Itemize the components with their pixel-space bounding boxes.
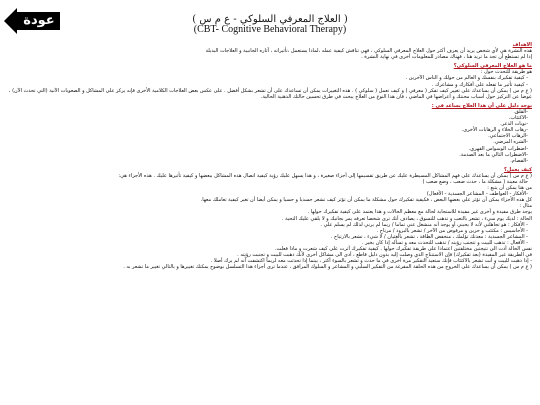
list-item: - الأفكار : هو تجاهلني لأنه لا يحبني أو يوجد أنه منشغل عني تماما / ربما لم يرني لذلك لم يسلم علي . (320, 221, 528, 228)
list-item: -اضطراب الوسواس القهري. (468, 145, 528, 152)
list-item: - الأحاسيس : مكتئب و حزين و مرفوض من الآخر / تشعر بالبرود / مرتاح . (376, 227, 528, 234)
list-item: -الرهاب الاجتماعي. (488, 133, 528, 140)
list-item: -الاضطراب التالي ما بعد الصدمة. (459, 151, 528, 158)
list-item: -الأفكار - العواطف - المشاعر الجسدية - الأفعال) (426, 191, 528, 198)
list-item: - الأفعال : تذهب للبيت و تتجنب رؤيته / تذهب للتحدث معه و تسأله إذا كان بخير . (361, 239, 528, 246)
list-item: - كيفية تفكيرك بنفسك و العالم من حولك و الناس الآخرين . (405, 75, 528, 82)
list-item: -رهاب الخلاء و الرهابات الأخرى. (461, 127, 528, 134)
list-item: - المشاعر الجسدية : معدتك تؤلمك ، منخفض الطاقة ، تشعر بالغثيان / لا شيء ، تشعر بالارتياح . (330, 233, 528, 240)
paragraph: إذا لم تستطع أن تجد ما تريد هنا ، فهناك مصادر للمعلومات أخرى في نهاية النشرة . (361, 54, 532, 61)
page-title-arabic: ( العلاج المعرفي السلوكي - ع م س ) (192, 14, 348, 25)
paragraph: ( ع م س ) يمكن أن يساعدك على تغيير كيف تفكر ( معرفي ) و كيف تعمل ( سلوكي ) . هذه التغييرات يمكن أن تساعدك على أن تشعر بشكل أفضل . على عكس بعض العلاجات الكلامية الأخرى فإنه يركز على المشاكل و الصعوبات الآنية (التي تحدث الآن) ، عوضا عن التركيز حول أسباب محنتك و أعراضها في الماضي ، فان هذا النوع من العلاج يبحث في طرق تحسين حالتك الذهنية الحالية. (8, 87, 532, 100)
paragraph: في الطريقة غير المفيدة (بعد تفكيرك) فإن الاستنتاج الذي وصلت إليه بدون دليل قاطع ، أدى الى مشاكل أخرى لأنك ذهبت للبيت و تجنبت رؤيته . (237, 252, 532, 259)
paragraph: نفس الحالة أدت الى نتيجتين مختلفتين اعتمادا على طريقة تفكيرك حولها . كيفية تفكيرك أثرت على كيف شعرت و ماذا فعلت. (274, 246, 532, 252)
paragraph: يوجد طرق مفيدة و أخرى غير مفيدة للاستجابة لحالة مع معظم الحالات و هذا يعتمد على كيفية تفكيرك حولها . (307, 209, 532, 216)
section-heading: يوجد دليل على أن هذا العلاج يساعد في : (431, 102, 532, 109)
list-item: -الاكتئاب. (508, 115, 528, 122)
paragraph: هذه النشرة هي لأي شخص يريد أن يعرف أكثر حول العلاج المعرفي السلوكي ، فهي تناقش كيفية عمله ،لماذا يستعمل ،تأثيراته ، آثاره الجانبية و العلاجات البديلة (205, 48, 532, 55)
paragraph: هو طريقة للتحدث حول : (480, 69, 532, 76)
page-title-english: (CBT- Cognitive Behavioral Therapy) (193, 24, 347, 35)
section-heading: الاهداف (512, 42, 532, 48)
paragraph: ( ع م س ) يمكن أن يساعدك على فهم المشاكل المسيطرة عليك عن طريق تقسيمها إلى أجزاء صغيرة ، و هذا يسهل عليك رؤية كيفية اتصال هذه المشاكل ببعضها و كيفية تأثيرها عليك . هذه الأجزاء هي: (118, 172, 532, 179)
section-objectives (8, 42, 532, 60)
section-how-it-works (8, 167, 532, 271)
section-heading: ما هو العلاج المعرفي السلوكي؟ (453, 63, 532, 70)
paragraph: ( ع م س ) يمكن أن يساعدك على الخروج من هذه الحلقة المفرغة من التفكير السلبي و المشاعر و السلوك المرافق ، عندما ترى أجزاء هذا التسلسل بوضوح يمكنك تغييرها و بالتالي تغيير ما تشعر به . (123, 264, 532, 271)
section-what-is-cbt (8, 63, 532, 100)
back-label: عودة (23, 13, 55, 28)
paragraph: مثال : (519, 203, 532, 210)
section-heading: كيف يعمل؟ (503, 166, 532, 173)
list-item: -الفصام. (510, 157, 528, 164)
paragraph: كل هذه الأجزاء يمكن أن تؤثر على بعضها البعض ، فكيفية تفكيرك حول مشكلة ما يمكن أن تؤثر كيف تشعر جسديا و حسيا و يمكن أيضا أن تغير كيفية تعاملك معها. (200, 197, 532, 204)
paragraph: - إذا ذهبت للبيت و أنت تشعر بالاكتئاب فإنك ستعيد التفكير مرة أخرى في ما حدث و تشعر بالسوء أكثر ، بينما إذا تحدثت معه لربما اكتشفت أنه لم يرك أصلا . (210, 258, 532, 265)
list-item: -الشره المرضي. (493, 139, 528, 146)
paragraph: من هنا يمكن أن يتبع : (487, 185, 532, 192)
paragraph: الحالة : لديك يوم سيء ، تشعر بالتعب و تذهب للتسوق ، يصادف أنك ترى شخصا تعرفه يمر بجانبك و لا يلقي عليك التحية . (281, 215, 532, 222)
list-item: -القلق. (513, 108, 528, 115)
article-body (8, 39, 532, 403)
list-item: -نوبات الذعر. (500, 121, 528, 128)
list-item: - كيفية تأثير ما تفعله على أفكارك و مشاعرك . (431, 81, 528, 88)
section-evidence (8, 103, 532, 164)
list-item: حالة معينة ( مشكلة ما ، حدث صعب ، وضع صعب ) (422, 178, 528, 185)
